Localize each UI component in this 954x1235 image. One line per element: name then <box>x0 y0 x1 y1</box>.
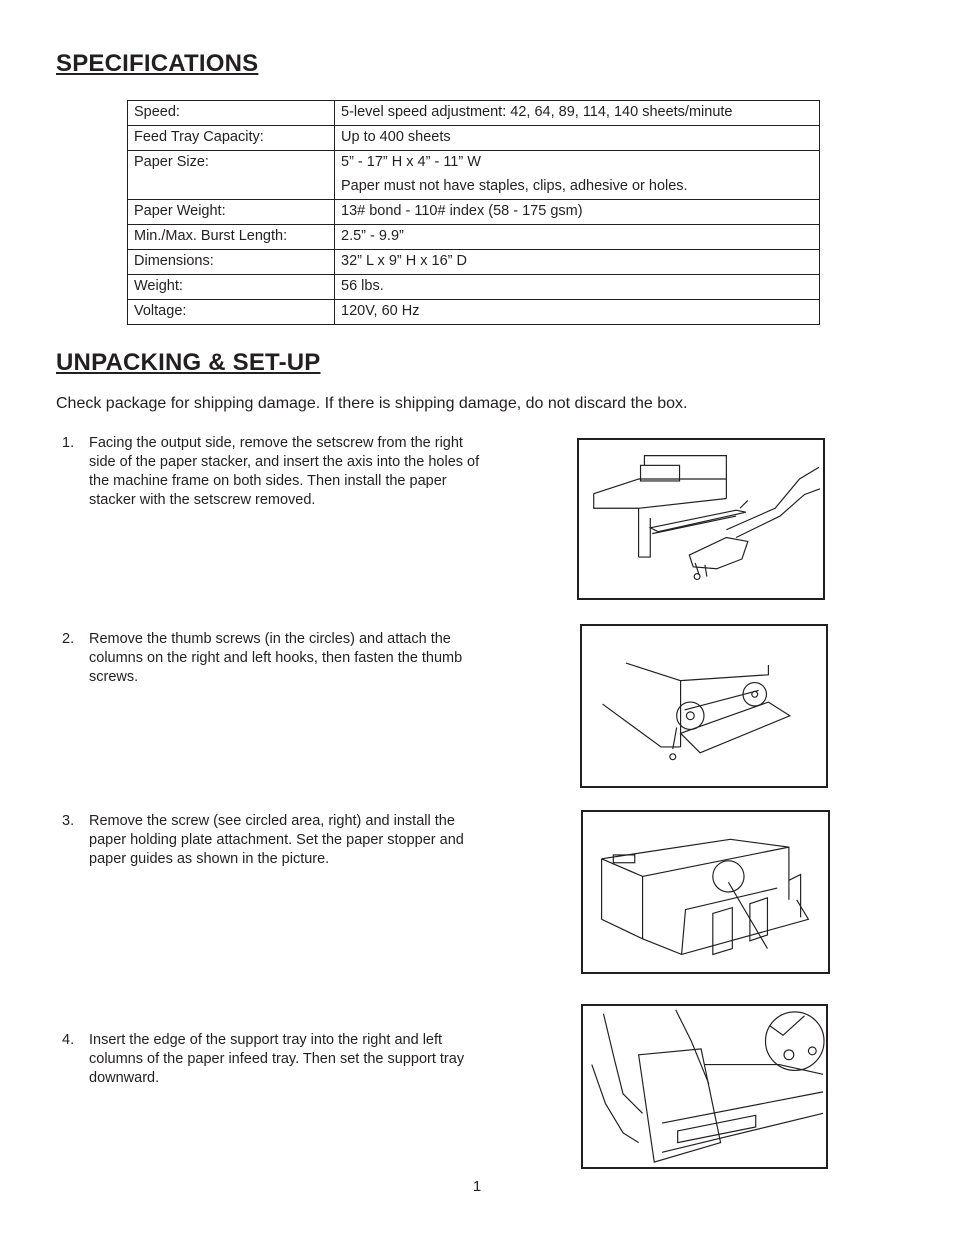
step-text: Remove the screw (see circled area, right) and install the paper holding plate attachment. Set the paper stopper and paper guides as shown in the picture. <box>89 813 464 867</box>
table-row <box>128 300 820 325</box>
spec-value <box>335 151 820 200</box>
support-tray-illustration <box>581 1004 828 1169</box>
paper-holding-plate-illustration <box>581 810 830 974</box>
specifications-heading: SPECIFICATIONS <box>56 50 259 77</box>
spec-value: 32” L x 9” H x 16” D <box>335 250 820 275</box>
spec-value: 2.5” - 9.9” <box>335 225 820 250</box>
spec-label: Speed: <box>128 101 335 126</box>
spec-label: Paper Size: <box>128 151 335 200</box>
spec-value: 120V, 60 Hz <box>335 300 820 325</box>
spec-label: Min./Max. Burst Length: <box>128 225 335 250</box>
step-text: Insert the edge of the support tray into the right and left columns of the paper infeed tray. Then set the support tray downward. <box>89 1032 465 1086</box>
spec-label: Dimensions: <box>128 250 335 275</box>
step-number: 3. <box>62 813 75 829</box>
intro-text: Check package for shipping damage. If there is shipping damage, do not discard the box. <box>56 395 688 412</box>
columns-attach-illustration <box>580 624 828 788</box>
spec-label: Voltage: <box>128 300 335 325</box>
step-number: 2. <box>62 631 75 647</box>
table-row <box>128 250 820 275</box>
spec-value: 5-level speed adjustment: 42, 64, 89, 114, 140 sheets/minute <box>335 101 820 126</box>
table-row <box>128 101 820 126</box>
spec-value-note: Paper must not have staples, clips, adhesive or holes. <box>341 178 688 194</box>
specifications-table <box>127 100 820 325</box>
page-number: 1 <box>472 1178 482 1195</box>
step-text: Facing the output side, remove the setscrew from the right side of the paper stacker, and insert the axis into the holes of the machine frame on both sides. Then install the paper stacker with the setscrew removed. <box>89 435 480 508</box>
step-number: 1. <box>62 435 75 451</box>
table-row <box>128 275 820 300</box>
table-row <box>128 151 820 200</box>
spec-label: Feed Tray Capacity: <box>128 126 335 151</box>
unpacking-heading: UNPACKING & SET-UP <box>56 349 321 376</box>
step-number: 4. <box>62 1032 75 1048</box>
spec-label: Weight: <box>128 275 335 300</box>
spec-label: Paper Weight: <box>128 200 335 225</box>
table-row <box>128 126 820 151</box>
spec-value-line: 5” - 17” H x 4” - 11” W <box>341 154 481 170</box>
spec-value: 13# bond - 110# index (58 - 175 gsm) <box>335 200 820 225</box>
step-text: Remove the thumb screws (in the circles) and attach the columns on the right and left hooks, then fasten the thumb screws. <box>89 631 463 685</box>
stacker-install-illustration <box>577 438 825 600</box>
table-row <box>128 225 820 250</box>
spec-value: Up to 400 sheets <box>335 126 820 151</box>
spec-value: 56 lbs. <box>335 275 820 300</box>
table-row <box>128 200 820 225</box>
